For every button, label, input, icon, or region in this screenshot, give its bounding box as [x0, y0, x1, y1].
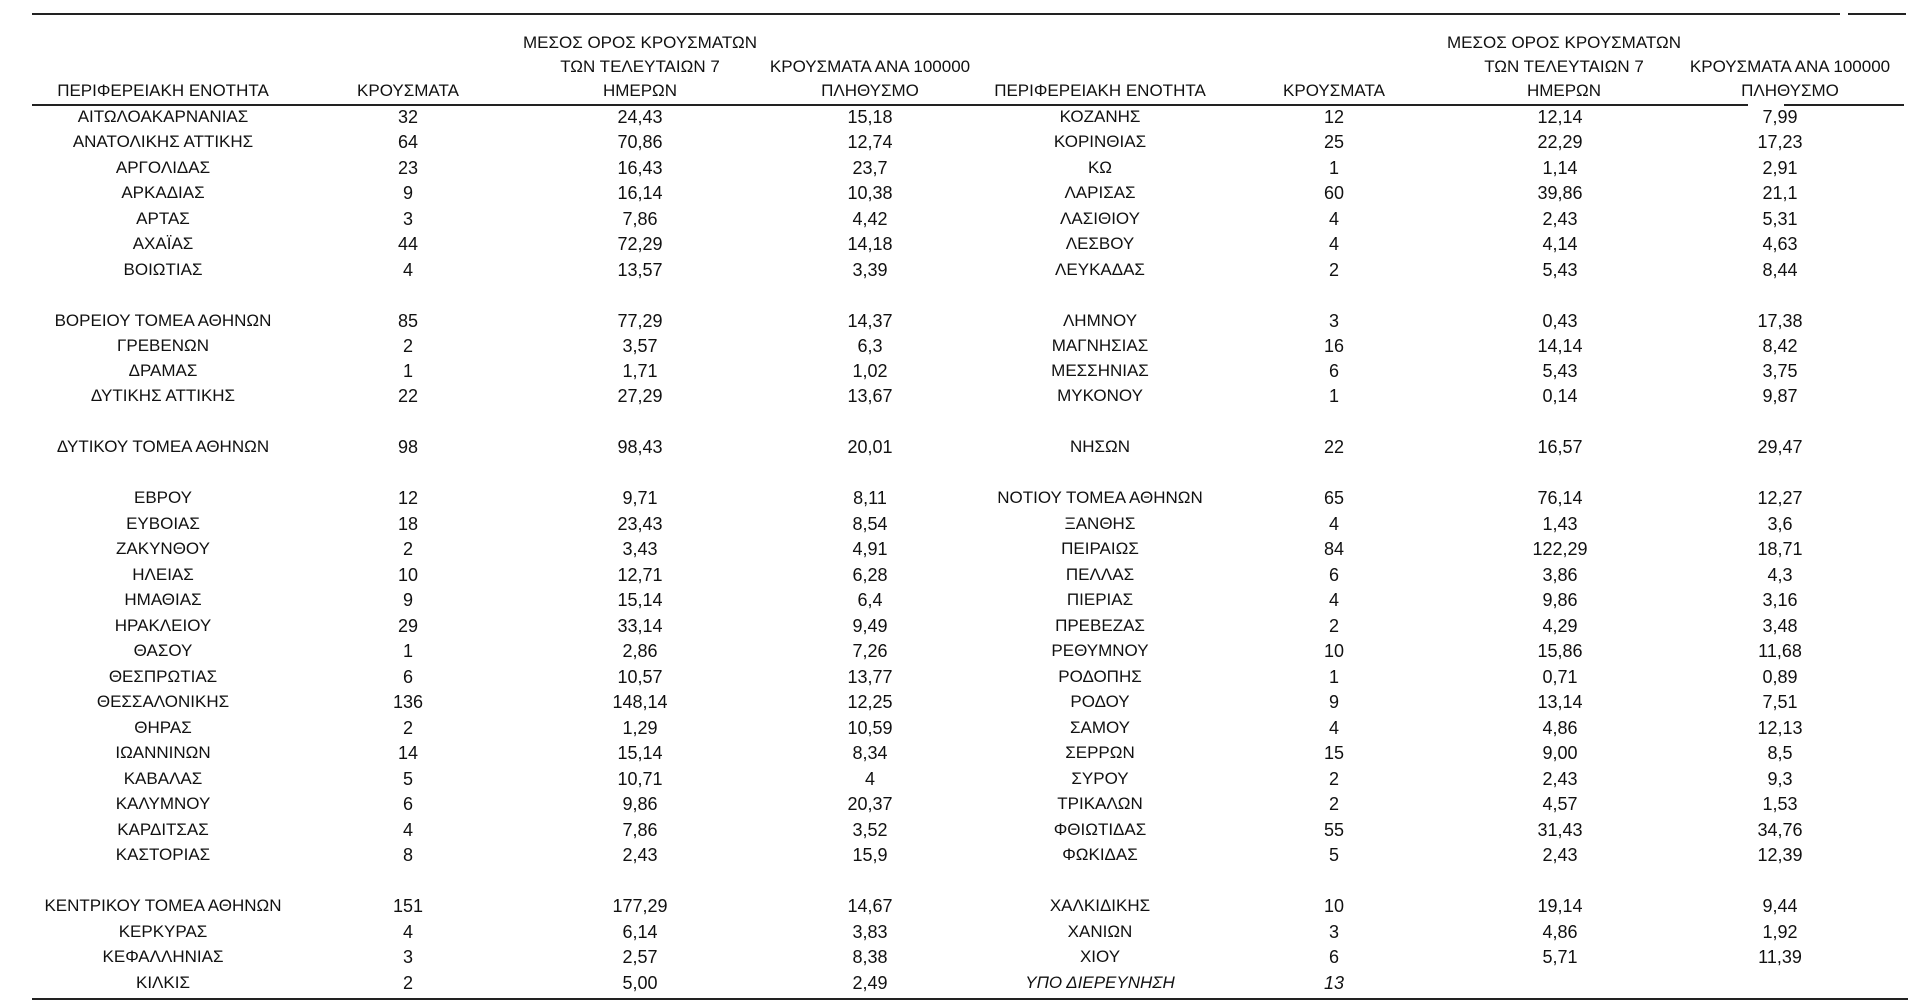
region-name: ΚΕΡΚΥΡΑΣ [118, 922, 208, 941]
per100k-value: 2,91 [1762, 158, 1798, 178]
per100k-value: 21,1 [1762, 183, 1798, 203]
region-name: ΜΕΣΣΗΝΙΑΣ [1051, 361, 1149, 380]
header-per100k-left-line1: ΚΡΟΥΣΜΑΤΑ ΑΝΑ 100000 [769, 57, 971, 76]
per100k-value: 8,42 [1762, 336, 1798, 356]
avg-value: 16,43 [617, 158, 663, 178]
per100k-value: 4,91 [852, 539, 888, 559]
cases-value: 2 [402, 539, 413, 559]
avg-value: 0,14 [1542, 386, 1578, 406]
avg-value: 24,43 [617, 107, 663, 127]
per100k-value: 6,28 [852, 565, 888, 585]
cases-value: 3 [402, 209, 413, 229]
avg-value: 3,86 [1542, 565, 1578, 585]
avg-value: 122,29 [1532, 539, 1588, 559]
cases-value: 4 [1328, 234, 1339, 254]
region-name: ΡΕΘΥΜΝΟΥ [1051, 641, 1149, 660]
cases-value: 8 [402, 845, 413, 865]
per100k-value: 3,48 [1762, 616, 1798, 636]
per100k-value: 14,37 [847, 311, 893, 331]
per100k-value: 1,02 [852, 361, 888, 381]
region-name: ΕΥΒΟΙΑΣ [126, 514, 200, 533]
per100k-value: 1,53 [1762, 794, 1798, 814]
per100k-value: 2,49 [852, 973, 888, 993]
region-name: ΔΥΤΙΚΟΥ ΤΟΜΕΑ ΑΘΗΝΩΝ [56, 437, 270, 456]
region-name: ΚΩ [1087, 158, 1113, 177]
region-name: ΡΟΔΟΠΗΣ [1058, 667, 1142, 686]
cases-value: 18 [397, 514, 419, 534]
header-per100k-right-line1: ΚΡΟΥΣΜΑΤΑ ΑΝΑ 100000 [1689, 57, 1891, 76]
region-name: ΘΑΣΟΥ [133, 641, 193, 660]
region-name: ΠΡΕΒΕΖΑΣ [1055, 616, 1145, 635]
region-name: ΚΟΖΑΝΗΣ [1059, 107, 1141, 126]
region-name: ΑΧΑΪΑΣ [132, 234, 194, 253]
avg-value: 76,14 [1537, 488, 1583, 508]
avg-value: 39,86 [1537, 183, 1583, 203]
per100k-value: 12,25 [847, 692, 893, 712]
per100k-value: 14,67 [847, 896, 893, 916]
per100k-value: 12,74 [847, 132, 893, 152]
region-name: ΑΡΓΟΛΙΔΑΣ [115, 158, 211, 177]
header-avg-left-line1: ΜΕΣΟΣ ΟΡΟΣ ΚΡΟΥΣΜΑΤΩΝ [523, 33, 757, 52]
per100k-value: 10,59 [847, 718, 893, 738]
per100k-value: 9,3 [1767, 769, 1793, 789]
region-name: ΑΝΑΤΟΛΙΚΗΣ ΑΤΤΙΚΗΣ [72, 132, 254, 151]
per100k-value: 3,6 [1767, 514, 1793, 534]
per100k-value: 3,39 [852, 260, 888, 280]
avg-value: 1,29 [622, 718, 658, 738]
avg-value: 4,29 [1542, 616, 1578, 636]
region-name: ΧΑΝΙΩΝ [1067, 922, 1133, 941]
region-name: ΗΡΑΚΛΕΙΟΥ [114, 616, 212, 635]
cases-value: 2 [402, 973, 413, 993]
avg-value [1480, 972, 1640, 994]
region-name: ΠΙΕΡΙΑΣ [1066, 590, 1134, 609]
avg-value: 4,86 [1542, 718, 1578, 738]
avg-value: 16,57 [1537, 437, 1583, 457]
avg-value: 4,86 [1542, 922, 1578, 942]
avg-value: 0,43 [1542, 311, 1578, 331]
avg-value: 9,86 [622, 794, 658, 814]
header-per100k-left [740, 55, 1000, 103]
avg-value: 3,43 [622, 539, 658, 559]
region-name: ΘΗΡΑΣ [134, 718, 192, 737]
avg-value: 19,14 [1537, 896, 1583, 916]
per100k-value: 17,23 [1757, 132, 1803, 152]
avg-value: 4,57 [1542, 794, 1578, 814]
per100k-value: 1,92 [1762, 922, 1798, 942]
region-name: ΕΒΡΟΥ [133, 488, 193, 507]
region-name: ΡΟΔΟΥ [1070, 692, 1130, 711]
avg-value: 1,71 [622, 361, 658, 381]
cases-value: 25 [1323, 132, 1345, 152]
avg-value: 1,14 [1542, 158, 1578, 178]
region-name: ΑΙΤΩΛΟΑΚΑΡΝΑΝΙΑΣ [77, 107, 249, 126]
per100k-value: 4,63 [1762, 234, 1798, 254]
header-avg-right-line1: ΜΕΣΟΣ ΟΡΟΣ ΚΡΟΥΣΜΑΤΩΝ [1447, 33, 1681, 52]
cases-value: 16 [1323, 336, 1345, 356]
cases-value: 6 [402, 667, 413, 687]
cases-value: 14 [397, 743, 419, 763]
region-name: ΣΕΡΡΩΝ [1065, 743, 1135, 762]
table-top-rule [32, 13, 1840, 15]
cases-value: 4 [402, 922, 413, 942]
region-name: ΥΠΟ ΔΙΕΡΕΥΝΗΣΗ [1025, 973, 1175, 992]
avg-value: 10,71 [617, 769, 663, 789]
cases-value: 4 [1328, 209, 1339, 229]
avg-value: 2,43 [622, 845, 658, 865]
region-name: ΝΟΤΙΟΥ ΤΟΜΕΑ ΑΘΗΝΩΝ [997, 488, 1203, 507]
table-top-rule-end [1848, 13, 1906, 15]
avg-value: 4,14 [1542, 234, 1578, 254]
avg-value: 22,29 [1537, 132, 1583, 152]
avg-value: 6,14 [622, 922, 658, 942]
region-name: ΣΑΜΟΥ [1069, 718, 1131, 737]
region-name: ΛΕΥΚΑΔΑΣ [1055, 260, 1145, 279]
per100k-value: 0,89 [1762, 667, 1798, 687]
avg-value: 16,14 [617, 183, 663, 203]
cases-value: 98 [397, 437, 419, 457]
per100k-value: 12,27 [1757, 488, 1803, 508]
avg-value: 1,43 [1542, 514, 1578, 534]
avg-value: 2,43 [1542, 769, 1578, 789]
header-cases-left: ΚΡΟΥΣΜΑΤΑ [357, 81, 459, 100]
header-avg-right-line3: ΗΜΕΡΩΝ [1526, 81, 1602, 100]
header-region-right: ΠΕΡΙΦΕΡΕΙΑΚΗ ΕΝΟΤΗΤΑ [994, 81, 1206, 100]
per100k-value: 13,67 [847, 386, 893, 406]
cases-value: 22 [1323, 437, 1345, 457]
per100k-value: 12,39 [1757, 845, 1803, 865]
region-name: ΚΑΒΑΛΑΣ [123, 769, 203, 788]
cases-value: 2 [402, 718, 413, 738]
cases-value: 3 [1328, 922, 1339, 942]
per100k-value: 3,52 [852, 820, 888, 840]
avg-value: 33,14 [617, 616, 663, 636]
region-name: ΞΑΝΘΗΣ [1064, 514, 1136, 533]
cases-value: 12 [1323, 107, 1345, 127]
cases-value: 6 [1328, 565, 1339, 585]
region-name: ΑΡΤΑΣ [136, 209, 190, 228]
per100k-value: 8,34 [852, 743, 888, 763]
region-name: ΚΑΛΥΜΝΟΥ [115, 794, 211, 813]
avg-value: 98,43 [617, 437, 663, 457]
avg-value: 2,86 [622, 641, 658, 661]
avg-value: 7,86 [622, 209, 658, 229]
cases-value: 136 [392, 692, 424, 712]
cases-value: 4 [1328, 718, 1339, 738]
per100k-value: 8,44 [1762, 260, 1798, 280]
per100k-value: 12,13 [1757, 718, 1803, 738]
avg-value: 15,14 [617, 590, 663, 610]
per100k-value: 7,51 [1762, 692, 1798, 712]
per100k-value: 8,5 [1767, 743, 1793, 763]
region-name: ΒΟΡΕΙΟΥ ΤΟΜΕΑ ΑΘΗΝΩΝ [54, 311, 272, 330]
per100k-value: 4,3 [1767, 565, 1793, 585]
region-name: ΚΑΣΤΟΡΙΑΣ [115, 845, 211, 864]
avg-value: 12,14 [1537, 107, 1583, 127]
per100k-value: 11,68 [1758, 641, 1802, 661]
cases-value: 3 [1328, 311, 1339, 331]
cases-value: 15 [1323, 743, 1345, 763]
region-name: ΘΕΣΠΡΩΤΙΑΣ [108, 667, 218, 686]
cases-value: 9 [1328, 692, 1339, 712]
region-name: ΛΕΣΒΟΥ [1065, 234, 1135, 253]
avg-value: 13,57 [617, 260, 663, 280]
region-name: ΚΑΡΔΙΤΣΑΣ [117, 820, 209, 839]
per100k-value [1700, 972, 1860, 994]
avg-value: 15,86 [1537, 641, 1583, 661]
region-name: ΗΛΕΙΑΣ [132, 565, 194, 584]
avg-value: 0,71 [1542, 667, 1578, 687]
cases-value: 84 [1323, 539, 1345, 559]
per100k-value: 7,26 [852, 641, 888, 661]
per100k-value: 8,11 [853, 488, 887, 508]
cases-value: 4 [402, 820, 413, 840]
cases-value: 9 [402, 590, 413, 610]
avg-value: 7,86 [622, 820, 658, 840]
header-avg-left-line3: ΗΜΕΡΩΝ [602, 81, 678, 100]
avg-value: 2,43 [1542, 845, 1578, 865]
cases-value: 1 [402, 641, 413, 661]
region-name: ΙΩΑΝΝΙΝΩΝ [115, 743, 211, 762]
per100k-value: 15,18 [847, 107, 893, 127]
region-name: ΛΑΡΙΣΑΣ [1064, 183, 1136, 202]
cases-value: 5 [1328, 845, 1339, 865]
region-name: ΒΟΙΩΤΙΑΣ [123, 260, 203, 279]
cases-value: 55 [1323, 820, 1345, 840]
avg-value: 27,29 [617, 386, 663, 406]
cases-value: 64 [397, 132, 419, 152]
per100k-value: 14,18 [847, 234, 893, 254]
cases-value: 4 [402, 260, 413, 280]
cases-value: 23 [397, 158, 419, 178]
region-name: ΓΡΕΒΕΝΩΝ [117, 336, 209, 355]
region-name: ΛΑΣΙΘΙΟΥ [1060, 209, 1140, 228]
avg-value: 5,43 [1542, 361, 1578, 381]
per100k-value: 17,38 [1757, 311, 1803, 331]
avg-value: 5,43 [1542, 260, 1578, 280]
cases-value: 13 [1323, 973, 1345, 993]
avg-value: 2,57 [622, 947, 658, 967]
cases-value: 2 [1328, 794, 1339, 814]
region-name: ΠΕΛΛΑΣ [1065, 565, 1135, 584]
avg-value: 148,14 [612, 692, 668, 712]
cases-value: 32 [397, 107, 419, 127]
cases-value: 4 [1328, 590, 1339, 610]
avg-value: 12,71 [617, 565, 663, 585]
per100k-value: 4 [864, 769, 875, 789]
header-region-left: ΠΕΡΙΦΕΡΕΙΑΚΗ ΕΝΟΤΗΤΑ [57, 81, 269, 100]
per100k-value: 5,31 [1762, 209, 1798, 229]
per100k-value: 34,76 [1757, 820, 1803, 840]
per100k-value: 9,49 [852, 616, 888, 636]
per100k-value: 7,99 [1762, 107, 1798, 127]
per100k-value: 15,9 [852, 845, 888, 865]
cases-value: 22 [397, 386, 419, 406]
region-name: ΦΩΚΙΔΑΣ [1062, 845, 1138, 864]
cases-value: 1 [1328, 386, 1339, 406]
region-name: ΧΑΛΚΙΔΙΚΗΣ [1049, 896, 1151, 915]
avg-value: 9,71 [622, 488, 658, 508]
region-name: ΚΕΝΤΡΙΚΟΥ ΤΟΜΕΑ ΑΘΗΝΩΝ [44, 896, 282, 915]
cases-value: 3 [402, 947, 413, 967]
cases-value: 151 [392, 896, 424, 916]
per100k-value: 23,7 [852, 158, 888, 178]
region-name: ΚΟΡΙΝΘΙΑΣ [1053, 132, 1147, 151]
per100k-value: 18,71 [1757, 539, 1803, 559]
cases-value: 60 [1323, 183, 1345, 203]
cases-value: 6 [402, 794, 413, 814]
avg-value: 72,29 [617, 234, 663, 254]
per100k-value: 3,75 [1762, 361, 1798, 381]
region-name: ΝΗΣΩΝ [1069, 437, 1131, 456]
cases-value: 12 [397, 488, 419, 508]
per100k-value: 13,77 [847, 667, 893, 687]
region-name: ΚΙΛΚΙΣ [136, 973, 190, 992]
header-per100k-right-line2: ΠΛΗΘΥΣΜΟ [1741, 81, 1839, 100]
avg-value: 14,14 [1537, 336, 1583, 356]
avg-value: 3,57 [622, 336, 658, 356]
cases-value: 85 [397, 311, 419, 331]
cases-value: 65 [1323, 488, 1345, 508]
per100k-value: 10,38 [847, 183, 893, 203]
region-name: ΜΥΚΟΝΟΥ [1057, 386, 1143, 405]
cases-value: 4 [1328, 514, 1339, 534]
per100k-value: 9,44 [1762, 896, 1798, 916]
per100k-value: 9,87 [1762, 386, 1798, 406]
cases-value: 9 [402, 183, 413, 203]
region-name: ΣΥΡΟΥ [1071, 769, 1129, 788]
per100k-value: 3,16 [1762, 590, 1798, 610]
per100k-value: 4,42 [852, 209, 888, 229]
cases-value: 6 [1328, 361, 1339, 381]
cases-value: 5 [402, 769, 413, 789]
region-name: ΛΗΜΝΟΥ [1062, 311, 1138, 330]
region-name: ΔΡΑΜΑΣ [128, 361, 198, 380]
region-name: ΑΡΚΑΔΙΑΣ [121, 183, 205, 202]
per100k-value: 6,3 [857, 336, 883, 356]
avg-value: 77,29 [617, 311, 663, 331]
region-name: ΗΜΑΘΙΑΣ [124, 590, 202, 609]
per100k-value: 20,01 [847, 437, 893, 457]
per100k-value: 8,38 [852, 947, 888, 967]
avg-value: 31,43 [1537, 820, 1583, 840]
cases-value: 10 [397, 565, 419, 585]
cases-value: 2 [1328, 769, 1339, 789]
avg-value: 13,14 [1537, 692, 1583, 712]
cases-value: 29 [397, 616, 419, 636]
per100k-value: 20,37 [847, 794, 893, 814]
region-name: ΧΙΟΥ [1079, 947, 1121, 966]
avg-value: 23,43 [617, 514, 663, 534]
header-avg-right-line2: ΤΩΝ ΤΕΛΕΥΤΑΙΩΝ 7 [1484, 57, 1644, 76]
region-name: ΤΡΙΚΑΛΩΝ [1057, 794, 1143, 813]
cases-value: 1 [402, 361, 413, 381]
header-per100k-left-line2: ΠΛΗΘΥΣΜΟ [821, 81, 919, 100]
header-cases-right: ΚΡΟΥΣΜΑΤΑ [1283, 81, 1385, 100]
cases-value: 1 [1328, 667, 1339, 687]
region-name: ΚΕΦΑΛΛΗΝΙΑΣ [102, 947, 224, 966]
region-name: ΠΕΙΡΑΙΩΣ [1061, 539, 1139, 558]
avg-value: 2,43 [1542, 209, 1578, 229]
per100k-value: 3,83 [852, 922, 888, 942]
region-name: ΜΑΓΝΗΣΙΑΣ [1051, 336, 1149, 355]
region-name: ΖΑΚΥΝΘΟΥ [116, 539, 210, 558]
region-name: ΦΘΙΩΤΙΔΑΣ [1053, 820, 1147, 839]
avg-value: 5,71 [1542, 947, 1578, 967]
per100k-value: 8,54 [852, 514, 888, 534]
header-avg-left-line2: ΤΩΝ ΤΕΛΕΥΤΑΙΩΝ 7 [560, 57, 720, 76]
avg-value: 15,14 [617, 743, 663, 763]
avg-value: 70,86 [617, 132, 663, 152]
cases-value: 2 [1328, 616, 1339, 636]
avg-value: 177,29 [612, 896, 668, 916]
cases-value: 2 [402, 336, 413, 356]
per100k-value: 6,4 [857, 590, 883, 610]
cases-value: 6 [1328, 947, 1339, 967]
cases-value: 10 [1323, 896, 1345, 916]
cases-value: 2 [1328, 260, 1339, 280]
region-name: ΔΥΤΙΚΗΣ ΑΤΤΙΚΗΣ [90, 386, 236, 405]
header-avg-left [500, 31, 780, 103]
avg-value: 5,00 [622, 973, 658, 993]
region-name: ΘΕΣΣΑΛΟΝΙΚΗΣ [96, 692, 230, 711]
per100k-value: 11,39 [1758, 947, 1802, 967]
cases-value: 10 [1323, 641, 1345, 661]
cases-value: 1 [1328, 158, 1339, 178]
avg-value: 9,00 [1542, 743, 1578, 763]
avg-value: 9,86 [1542, 590, 1578, 610]
per100k-value: 29,47 [1757, 437, 1803, 457]
avg-value: 10,57 [617, 667, 663, 687]
header-per100k-right [1660, 55, 1916, 103]
cases-value: 44 [397, 234, 419, 254]
